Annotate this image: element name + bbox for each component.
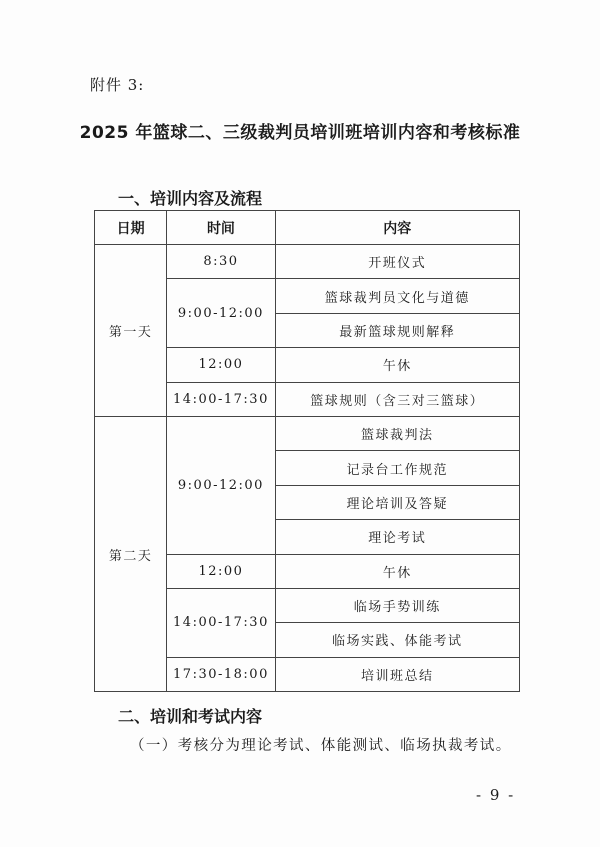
table-row — [95, 416, 520, 450]
header-content: 内容 — [275, 211, 519, 245]
header-time: 时间 — [167, 211, 275, 245]
section-heading-exam-content: 二、培训和考试内容 — [118, 707, 263, 726]
content-cell: 午休 — [275, 348, 519, 382]
time-cell: 17:30-18:00 — [167, 657, 275, 691]
time-cell: 14:00-17:30 — [167, 588, 275, 657]
content-cell: 篮球裁判法 — [275, 416, 519, 450]
attachment-label: 附件 3: — [90, 76, 145, 94]
content-cell: 记录台工作规范 — [275, 451, 519, 485]
content-cell: 开班仪式 — [275, 245, 519, 279]
document-title: 2025 年篮球二、三级裁判员培训班培训内容和考核标准 — [79, 123, 521, 143]
time-cell: 12:00 — [167, 348, 275, 382]
content-cell: 篮球规则（含三对三篮球） — [275, 382, 519, 416]
day1-date-cell: 第一天 — [95, 245, 167, 417]
content-cell: 最新篮球规则解释 — [275, 313, 519, 347]
section-heading-training-content: 一、培训内容及流程 — [118, 189, 263, 208]
time-cell: 9:00-12:00 — [167, 279, 275, 348]
content-cell: 临场手势训练 — [275, 588, 519, 622]
content-cell: 理论考试 — [275, 520, 519, 554]
table-header-row — [95, 211, 520, 245]
time-cell: 9:00-12:00 — [167, 416, 275, 554]
time-cell: 14:00-17:30 — [167, 382, 275, 416]
content-cell: 培训班总结 — [275, 657, 519, 691]
day2-date-cell: 第二天 — [95, 416, 167, 691]
header-date: 日期 — [95, 211, 167, 245]
time-cell: 12:00 — [167, 554, 275, 588]
table-row — [95, 245, 520, 279]
assessment-paragraph: （一）考核分为理论考试、体能测试、临场执裁考试。 — [130, 738, 512, 754]
content-cell: 理论培训及答疑 — [275, 485, 519, 519]
time-cell: 8:30 — [167, 245, 275, 279]
content-cell: 篮球裁判员文化与道德 — [275, 279, 519, 313]
content-cell: 临场实践、体能考试 — [275, 623, 519, 657]
training-schedule-table — [94, 210, 520, 692]
content-cell: 午休 — [275, 554, 519, 588]
page-number: - 9 - — [476, 786, 516, 804]
